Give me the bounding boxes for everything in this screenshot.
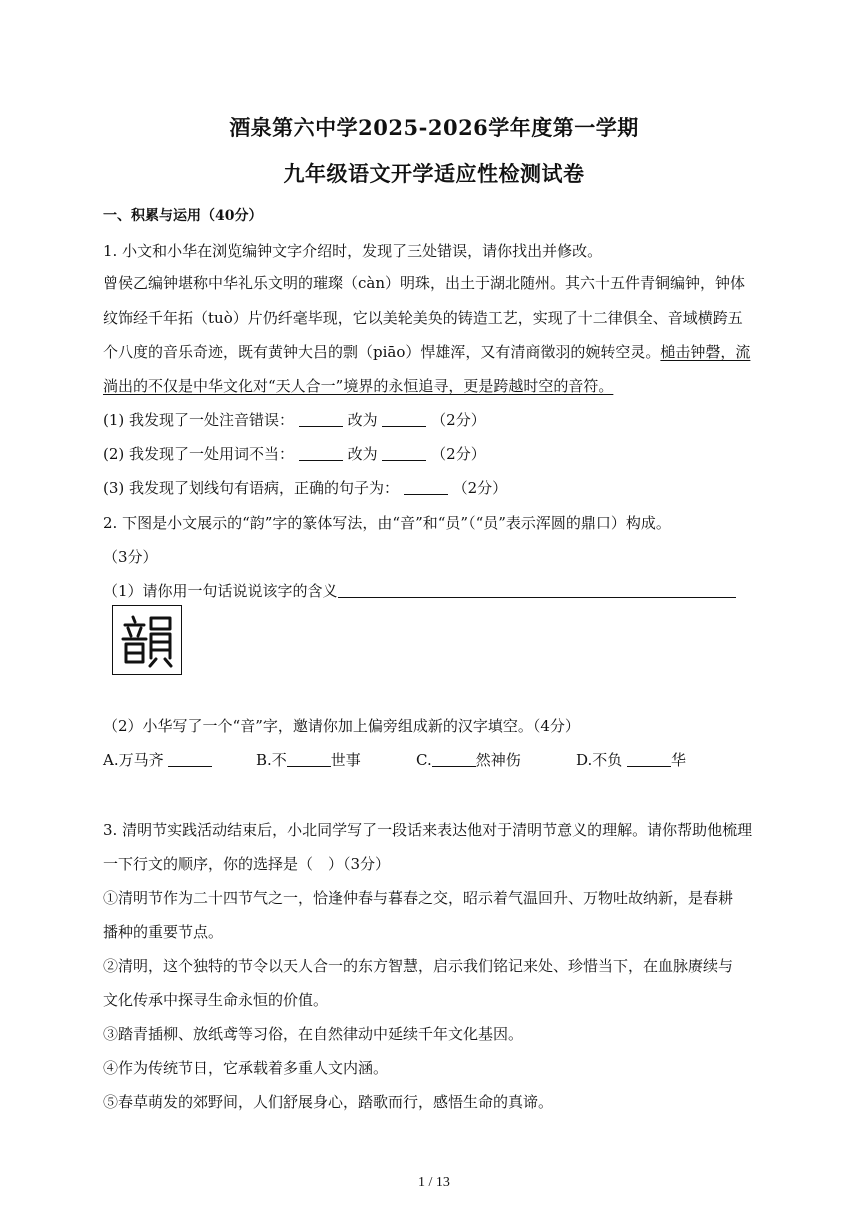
q1-passage-line3: [103, 341, 750, 362]
q1-sub2: (2) 我发现了一处用词不当： 改为 （2分）: [103, 445, 486, 463]
q1-underlined-sentence-end: 淌出的不仅是中华文化对“天人合一”境界的永恒追寻，更是跨越时空的音符。: [103, 377, 614, 395]
answer-blank[interactable]: [382, 412, 426, 427]
answer-blank[interactable]: [299, 412, 343, 427]
q2-option-d: D.不负 华: [576, 751, 687, 769]
q3-item-1-line1: ①清明节作为二十四节气之一，恰逢仲春与暮春之交，昭示着气温回升、万物吐故纳新，是春耕: [103, 889, 734, 907]
section-heading: 一、积累与运用（40分）: [103, 208, 263, 224]
answer-blank[interactable]: [627, 752, 671, 767]
q3-stem-line1: 3. 清明节实践活动结束后，小北同学写了一段话来表达他对于清明节意义的理解。请你帮助他梳理: [103, 821, 753, 839]
q1-sub1: (1) 我发现了一处注音错误： 改为 （2分）: [103, 411, 486, 429]
page-number: 1 / 13: [418, 1175, 450, 1190]
q3-item-3: ③踏青插柳、放纸鸢等习俗，在自然律动中延续千年文化基因。: [103, 1025, 524, 1043]
q1-passage-line2: 纹饰经千年拓（tuò）片仍纤毫毕现，它以美轮美奂的铸造工艺，实现了十二律俱全、音域横跨五: [103, 309, 743, 327]
q3-item-5: ⑤春草萌发的郊野间，人们舒展身心，踏歌而行，感悟生命的真谛。: [103, 1093, 554, 1111]
q1-underlined-sentence-start: 槌击钟磬，流: [660, 343, 751, 361]
seal-script-yun-icon: [113, 606, 180, 673]
q3-item-1-line2: 播种的重要节点。: [103, 923, 224, 941]
q1-passage-line3-text: 个八度的音乐奇迹，既有黄钟大吕的剽（piāo）悍雄浑，又有清商徵羽的婉转空灵。: [103, 343, 661, 361]
q3-item-2-line2: 文化传承中探寻生命永恒的价值。: [103, 991, 329, 1009]
seal-script-character-image: [112, 605, 182, 675]
answer-blank[interactable]: [299, 446, 343, 461]
q2-sub2: （2）小华写了一个“音”字，邀请你加上偏旁组成新的汉字填空。（4分）: [103, 717, 580, 735]
exam-title-line1: 酒泉第六中学2025-2026学年度第一学期: [229, 115, 639, 140]
q3-item-4: ④作为传统节日，它承载着多重人文内涵。: [103, 1059, 389, 1077]
answer-blank[interactable]: [287, 752, 331, 767]
q2-score: （3分）: [103, 548, 158, 566]
answer-blank[interactable]: [382, 446, 426, 461]
q2-option-c: C. 然神伤: [416, 751, 521, 769]
answer-blank[interactable]: [432, 752, 476, 767]
q1-passage-line1: 曾侯乙编钟堪称中华礼乐文明的璀璨（càn）明珠，出土于湖北随州。其六十五件青铜编钟，钟体: [103, 274, 746, 292]
answer-line[interactable]: [338, 583, 736, 598]
exam-title-line2: 九年级语文开学适应性检测试卷: [283, 161, 585, 186]
q2-stem: 2. 下图是小文展示的“韵”字的篆体写法，由“音”和“员”（“员”表示浑圆的鼎口）构成。: [103, 514, 671, 532]
q2-sub1: （1）请你用一句话说说该字的含义: [103, 580, 736, 601]
answer-blank[interactable]: [168, 752, 212, 767]
answer-blank[interactable]: [404, 480, 448, 495]
q2-option-a: A.万马齐: [103, 749, 212, 770]
q1-stem: 1. 小文和小华在浏览编钟文字介绍时，发现了三处错误，请你找出并修改。: [103, 242, 603, 260]
q1-sub3: (3) 我发现了划线句有语病，正确的句子为： （2分）: [103, 479, 508, 497]
q2-option-b: B.不 世事: [256, 751, 361, 769]
q3-item-2-line1: ②清明，这个独特的节令以天人合一的东方智慧，启示我们铭记来处、珍惜当下，在血脉赓续与: [103, 957, 734, 975]
q3-stem-line2: 一下行文的顺序，你的选择是（ ）（3分）: [103, 855, 391, 873]
